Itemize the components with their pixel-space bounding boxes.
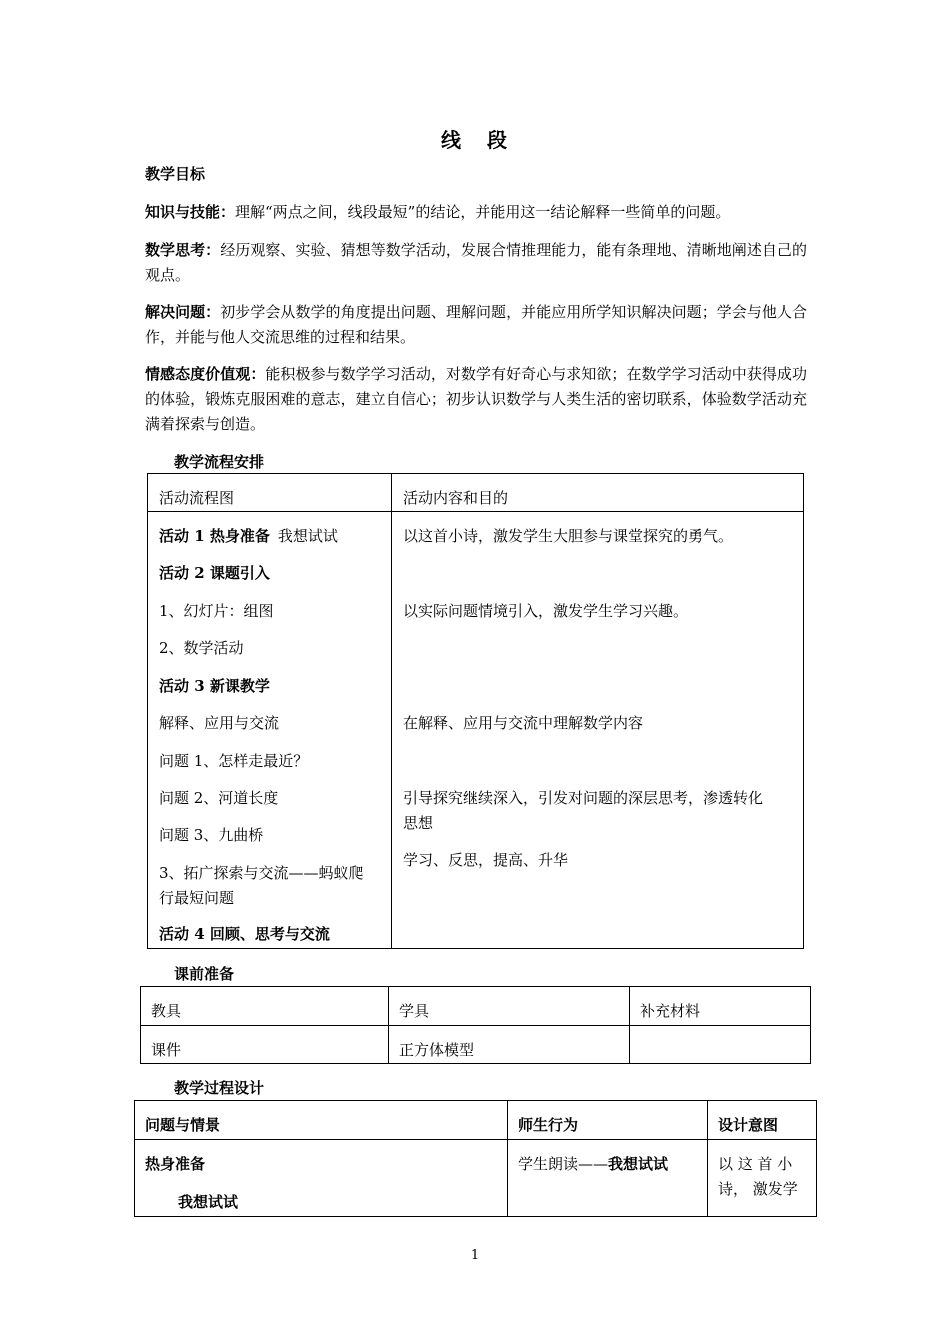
prep-table — [140, 986, 811, 1064]
prep-value-student-aid: 正方体模型 — [399, 1041, 475, 1059]
process-cell — [708, 1140, 817, 1217]
prep-cell — [141, 987, 389, 1026]
purpose-4-line-1: 引导探究继续深入，引发对问题的深层思考，渗透转化 — [403, 789, 764, 807]
question-3: 问题 3、九曲桥 — [159, 826, 264, 844]
process-cell — [708, 1101, 817, 1140]
process-behavior-bold: 我想试试 — [608, 1155, 669, 1173]
process-cell — [508, 1101, 708, 1140]
objectives-heading: 教学目标 — [145, 165, 206, 183]
prep-cell — [141, 1026, 389, 1064]
prep-cell — [389, 987, 630, 1026]
prep-cell — [630, 987, 811, 1026]
process-cell — [508, 1140, 708, 1217]
activity-2-item-1: 1、幻灯片：组图 — [159, 602, 274, 620]
process-header-situation: 问题与情景 — [145, 1116, 221, 1134]
title-char-2: 段 — [487, 128, 509, 152]
objective-label: 解决问题： — [145, 303, 221, 321]
objective-label: 情感态度价值观： — [145, 365, 266, 383]
flow-right-cell — [392, 512, 804, 949]
objective-thinking — [145, 238, 807, 288]
process-intent-line-2: 诗， 激发学 — [718, 1180, 798, 1198]
process-header-behavior: 师生行为 — [518, 1116, 579, 1134]
prep-header-student-aid: 学具 — [399, 1002, 430, 1020]
extension-line-2: 行最短问题 — [159, 889, 235, 907]
purpose-5: 学习、反思，提高、升华 — [403, 851, 569, 869]
prep-heading: 课前准备 — [174, 965, 235, 983]
prep-cell — [389, 1026, 630, 1064]
objective-knowledge — [145, 200, 807, 225]
process-cell — [135, 1101, 508, 1140]
activity-2: 活动 2 课题引入 — [159, 564, 270, 582]
process-behavior-pre: 学生朗读—— — [518, 1155, 609, 1173]
process-cell — [135, 1140, 508, 1217]
process-warmup: 热身准备 — [145, 1155, 206, 1173]
flow-heading: 教学流程安排 — [174, 453, 265, 471]
process-table — [134, 1100, 817, 1217]
activity-1 — [159, 524, 391, 549]
activity-3: 活动 3 新课教学 — [159, 677, 270, 695]
purpose-2: 以实际问题情境引入，激发学生学习兴趣。 — [403, 602, 689, 620]
flow-left-cell — [148, 512, 392, 949]
purpose-1: 以这首小诗，激发学生大胆参与课堂探究的勇气。 — [403, 527, 734, 545]
activity-1-title: 活动 1 热身准备 — [159, 527, 270, 545]
activity-4: 活动 4 回顾、思考与交流 — [159, 925, 330, 943]
objective-text: 初步学会从数学的角度提出问题、理解问题，并能应用所学知识解决问题；学会与他人合作，并能与他人交流思维的过程和结果。 — [145, 303, 807, 346]
flow-col1-header: 活动流程图 — [159, 489, 235, 507]
objective-attitude — [145, 362, 807, 437]
activity-2-item-2: 2、数学活动 — [159, 639, 244, 657]
objective-label: 知识与技能： — [145, 203, 236, 221]
purpose-4-line-2: 思想 — [403, 814, 434, 832]
process-intent-line-1: 以 这 首 小 — [718, 1155, 793, 1173]
process-heading: 教学过程设计 — [174, 1079, 265, 1097]
question-2: 问题 2、河道长度 — [159, 789, 279, 807]
objective-text: 能积极参与数学学习活动，对数学有好奇心与求知欲；在数学学习活动中获得成功的体验，锻炼克服困难的意志，建立自信心；初步认识数学与人类生活的密切联系，体验数学活动充满着探索与创造。 — [145, 365, 807, 433]
prep-header-supplement: 补充材料 — [640, 1002, 701, 1020]
process-try-it: 我想试试 — [178, 1193, 239, 1211]
prep-cell — [630, 1026, 811, 1064]
objective-problem-solving — [145, 300, 807, 350]
question-1: 问题 1、怎样走最近？ — [159, 752, 309, 770]
process-behavior-text — [518, 1152, 707, 1177]
objective-text: 经历观察、实验、猜想等数学活动，发展合情推理能力，能有条理地、清晰地阐述自己的观点。 — [145, 241, 807, 284]
flow-col2-header: 活动内容和目的 — [403, 489, 509, 507]
objective-text: 理解“两点之间，线段最短”的结论，并能用这一结论解释一些简单的问题。 — [235, 203, 731, 221]
process-header-intent: 设计意图 — [718, 1116, 779, 1134]
flow-header-cell — [392, 474, 804, 512]
prep-value-teaching-aid: 课件 — [151, 1041, 182, 1059]
flow-table — [147, 473, 804, 949]
prep-header-teaching-aid: 教具 — [151, 1002, 182, 1020]
flow-header-cell — [148, 474, 392, 512]
page-number: 1 — [470, 1248, 480, 1263]
page-title — [0, 124, 950, 153]
title-char-1: 线 — [441, 128, 463, 152]
extension-line-1: 3、拓广探索与交流——蚂蚁爬 — [159, 864, 364, 882]
purpose-3: 在解释、应用与交流中理解数学内容 — [403, 714, 644, 732]
activity-1-sub: 我想试试 — [277, 527, 338, 545]
activity-3-item-0: 解释、应用与交流 — [159, 714, 280, 732]
objective-label: 数学思考： — [145, 241, 221, 259]
